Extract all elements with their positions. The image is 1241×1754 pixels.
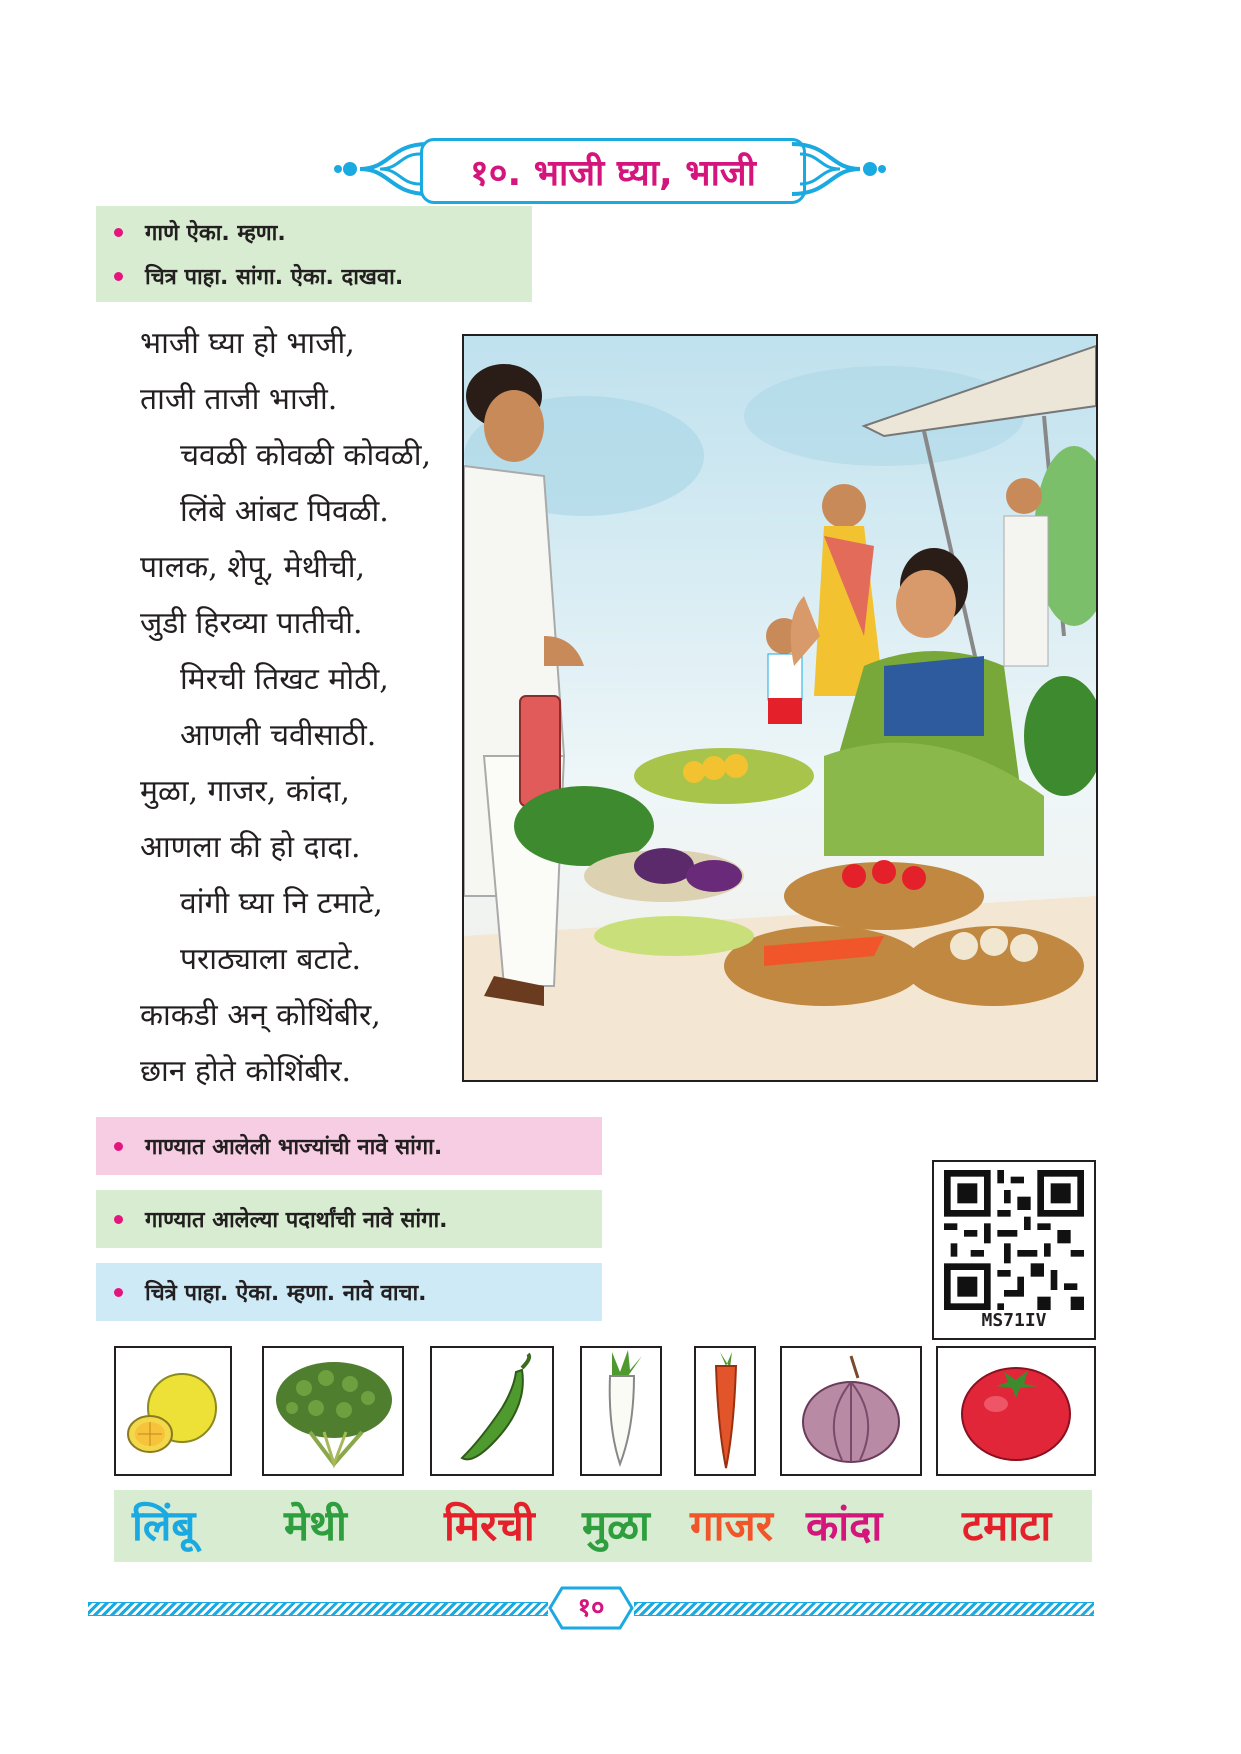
footer-stripe-left — [88, 1602, 548, 1616]
vegetable-name: गाजर — [690, 1501, 773, 1550]
page-footer — [88, 1586, 1094, 1630]
tomato-icon — [938, 1348, 1094, 1474]
fenugreek-icon — [264, 1348, 402, 1474]
lesson-title: १०. भाजी घ्या, भाजी — [470, 152, 756, 194]
bullet-icon — [114, 228, 123, 237]
question-item: गाण्यात आलेली भाज्यांची नावे सांगा. — [96, 1117, 602, 1175]
qr-code-box[interactable] — [932, 1160, 1096, 1340]
poem-line: ताजी ताजी भाजी. — [140, 382, 338, 417]
radish-icon — [582, 1348, 660, 1474]
footer-stripe-right — [634, 1602, 1094, 1616]
poem-line: छान होते कोशिंबीर. — [140, 1054, 352, 1089]
vegetable-tile-carrot — [694, 1346, 756, 1476]
vegetable-tile-tomato — [936, 1346, 1096, 1476]
lemon-icon — [116, 1348, 230, 1474]
vegetable-name: लिंबू — [132, 1501, 196, 1550]
vegetable-name: मिरची — [444, 1501, 535, 1550]
poem-line: भाजी घ्या हो भाजी, — [140, 326, 355, 361]
poem-line: लिंबे आंबट पिवळी. — [180, 494, 389, 529]
vegetable-name: टमाटा — [962, 1501, 1052, 1550]
instruction-item: गाणे ऐका. म्हणा. — [114, 210, 286, 254]
instruction-item: चित्र पाहा. सांगा. ऐका. दाखवा. — [114, 254, 403, 298]
qr-code-icon[interactable] — [944, 1170, 1084, 1310]
poem-line: पराठ्याला बटाटे. — [180, 942, 362, 977]
poem-line: चवळी कोवळी कोवळी, — [180, 438, 432, 473]
vegetable-name: मेथी — [284, 1501, 347, 1550]
onion-icon — [782, 1348, 920, 1474]
question-item: गाण्यात आलेल्या पदार्थांची नावे सांगा. — [96, 1190, 602, 1248]
poem-line: आणला की हो दादा. — [140, 830, 361, 865]
vegetable-market-icon — [464, 336, 1096, 1080]
carrot-icon — [696, 1348, 754, 1474]
market-illustration — [462, 334, 1098, 1082]
left-flourish-icon — [330, 136, 430, 202]
vegetable-tile-lemon — [114, 1346, 232, 1476]
vegetable-tile-radish — [580, 1346, 662, 1476]
vegetable-name: कांदा — [806, 1501, 883, 1550]
chilli-icon — [432, 1348, 552, 1474]
bullet-icon — [114, 1142, 123, 1151]
poem-line: मिरची तिखट मोठी, — [180, 662, 389, 697]
vegetable-name: मुळा — [582, 1501, 650, 1550]
poem-line: जुडी हिरव्या पातीची. — [140, 606, 363, 641]
page-number: १० — [577, 1593, 605, 1623]
top-instructions — [96, 206, 532, 302]
vegetable-tile-fenugreek — [262, 1346, 404, 1476]
vegetable-tile-chilli — [430, 1346, 554, 1476]
right-flourish-icon — [790, 136, 890, 202]
qr-code-label: MS71IV — [981, 1310, 1047, 1331]
poem-line: आणली चवीसाठी. — [180, 718, 377, 753]
bullet-icon — [114, 1215, 123, 1224]
lesson-title-banner — [330, 136, 890, 210]
poem — [140, 316, 470, 1100]
vegetable-tile-onion — [780, 1346, 922, 1476]
bullet-icon — [114, 1288, 123, 1297]
vegetable-names-bar — [114, 1490, 1092, 1562]
question-item: चित्रे पाहा. ऐका. म्हणा. नावे वाचा. — [96, 1263, 602, 1321]
title-box — [420, 138, 806, 204]
poem-line: वांगी घ्या नि टमाटे, — [180, 886, 383, 921]
poem-line: पालक, शेपू, मेथीची, — [140, 550, 366, 585]
bullet-icon — [114, 272, 123, 281]
poem-line: काकडी अन् कोथिंबीर, — [140, 998, 381, 1033]
poem-line: मुळा, गाजर, कांदा, — [140, 774, 350, 809]
